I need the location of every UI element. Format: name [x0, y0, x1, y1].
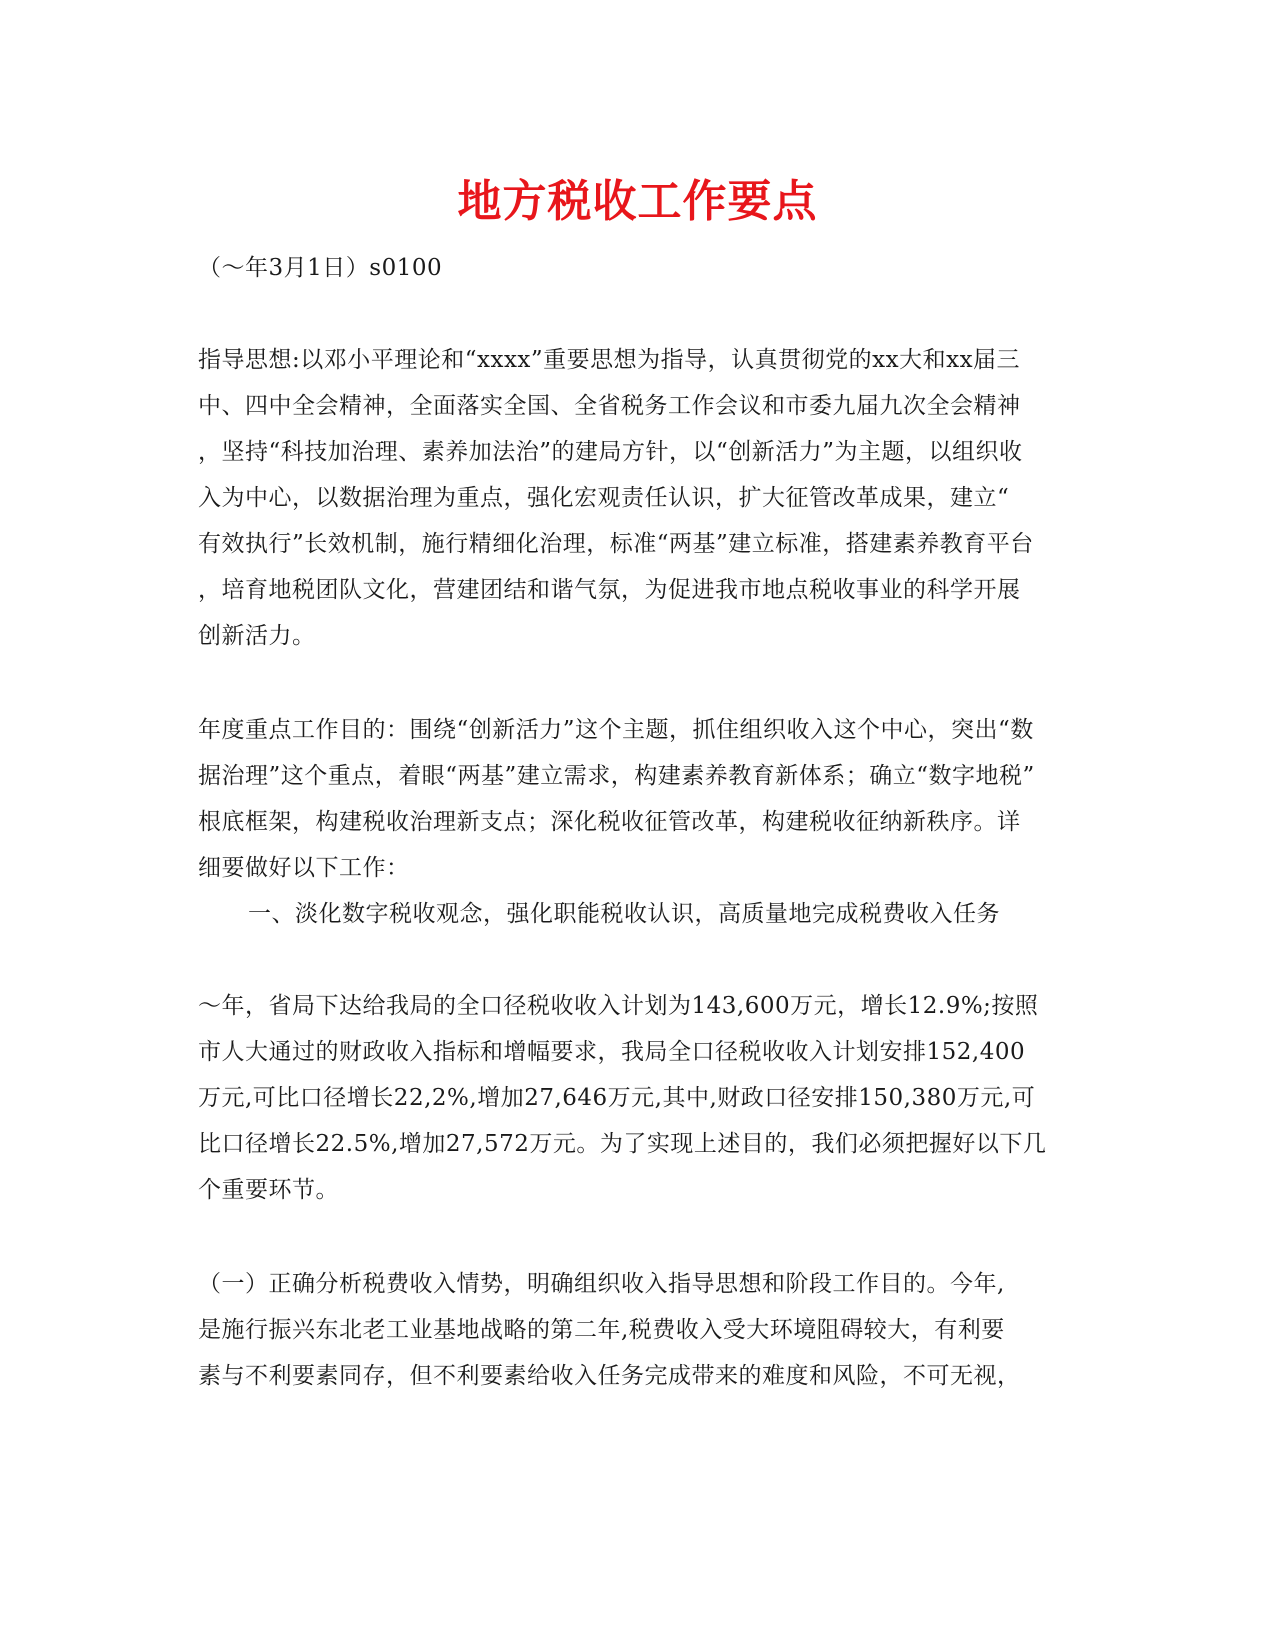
paragraph-line: 细要做好以下工作：: [198, 855, 410, 881]
section-heading: 一、淡化数字税收观念，强化职能税收认识，高质量地完成税费收入任务: [248, 901, 1000, 927]
paragraph-line: 个重要环节。: [198, 1177, 339, 1203]
paragraph-line: ，坚持“科技加治理、素养加法治”的建局方针，以“创新活力”为主题，以组织收: [198, 439, 1023, 465]
paragraph-line: 年度重点工作目的：围绕“创新活力”这个主题，抓住组织收入这个中心，突出“数: [198, 717, 1034, 743]
paragraph-line: 比口径增长22.5%,增加27,572万元。为了实现上述目的，我们必须把握好以下几: [198, 1131, 1047, 1157]
paragraph-line: 是施行振兴东北老工业基地战略的第二年,税费收入受大环境阻碍较大，有利要: [198, 1317, 1005, 1343]
paragraph-line: 中、四中全会精神，全面落实全国、全省税务工作会议和市委九届九次全会精神: [198, 393, 1021, 419]
paragraph-line: ～年，省局下达给我局的全口径税收收入计划为143,600万元，增长12.9%;按照: [198, 993, 1039, 1019]
paragraph-line: ，培育地税团队文化，营建团结和谐气氛，为促进我市地点税收事业的科学开展: [198, 577, 1021, 603]
paragraph-line: 指导思想:以邓小平理论和“xxxx”重要思想为指导，认真贯彻党的xx大和xx届三: [198, 347, 1021, 373]
paragraph-line: 市人大通过的财政收入指标和增幅要求，我局全口径税收收入计划安排152,400: [198, 1039, 1026, 1065]
paragraph-line: 根底框架，构建税收治理新支点；深化税收征管改革，构建税收征纳新秩序。详: [198, 809, 1021, 835]
date-line: （～年3月1日）s0100: [198, 255, 443, 281]
document-title: 地方税收工作要点: [457, 176, 818, 227]
paragraph-line: （一）正确分析税费收入情势，明确组织收入指导思想和阶段工作目的。今年,: [198, 1271, 1005, 1297]
paragraph-line: 创新活力。: [198, 623, 316, 649]
paragraph-line: 素与不利要素同存，但不利要素给收入任务完成带来的难度和风险，不可无视，: [198, 1363, 1021, 1389]
paragraph-line: 万元,可比口径增长22,2%,增加27,646万元,其中,财政口径安排150,380万元,可: [198, 1085, 1036, 1111]
paragraph-line: 有效执行”长效机制，施行精细化治理，标准“两基”建立标准，搭建素养教育平台: [198, 531, 1034, 557]
paragraph-line: 据治理”这个重点，着眼“两基”建立需求，构建素养教育新体系；确立“数字地税”: [198, 763, 1035, 789]
paragraph-line: 入为中心，以数据治理为重点，强化宏观责任认识，扩大征管改革成果，建立“: [198, 485, 1010, 511]
